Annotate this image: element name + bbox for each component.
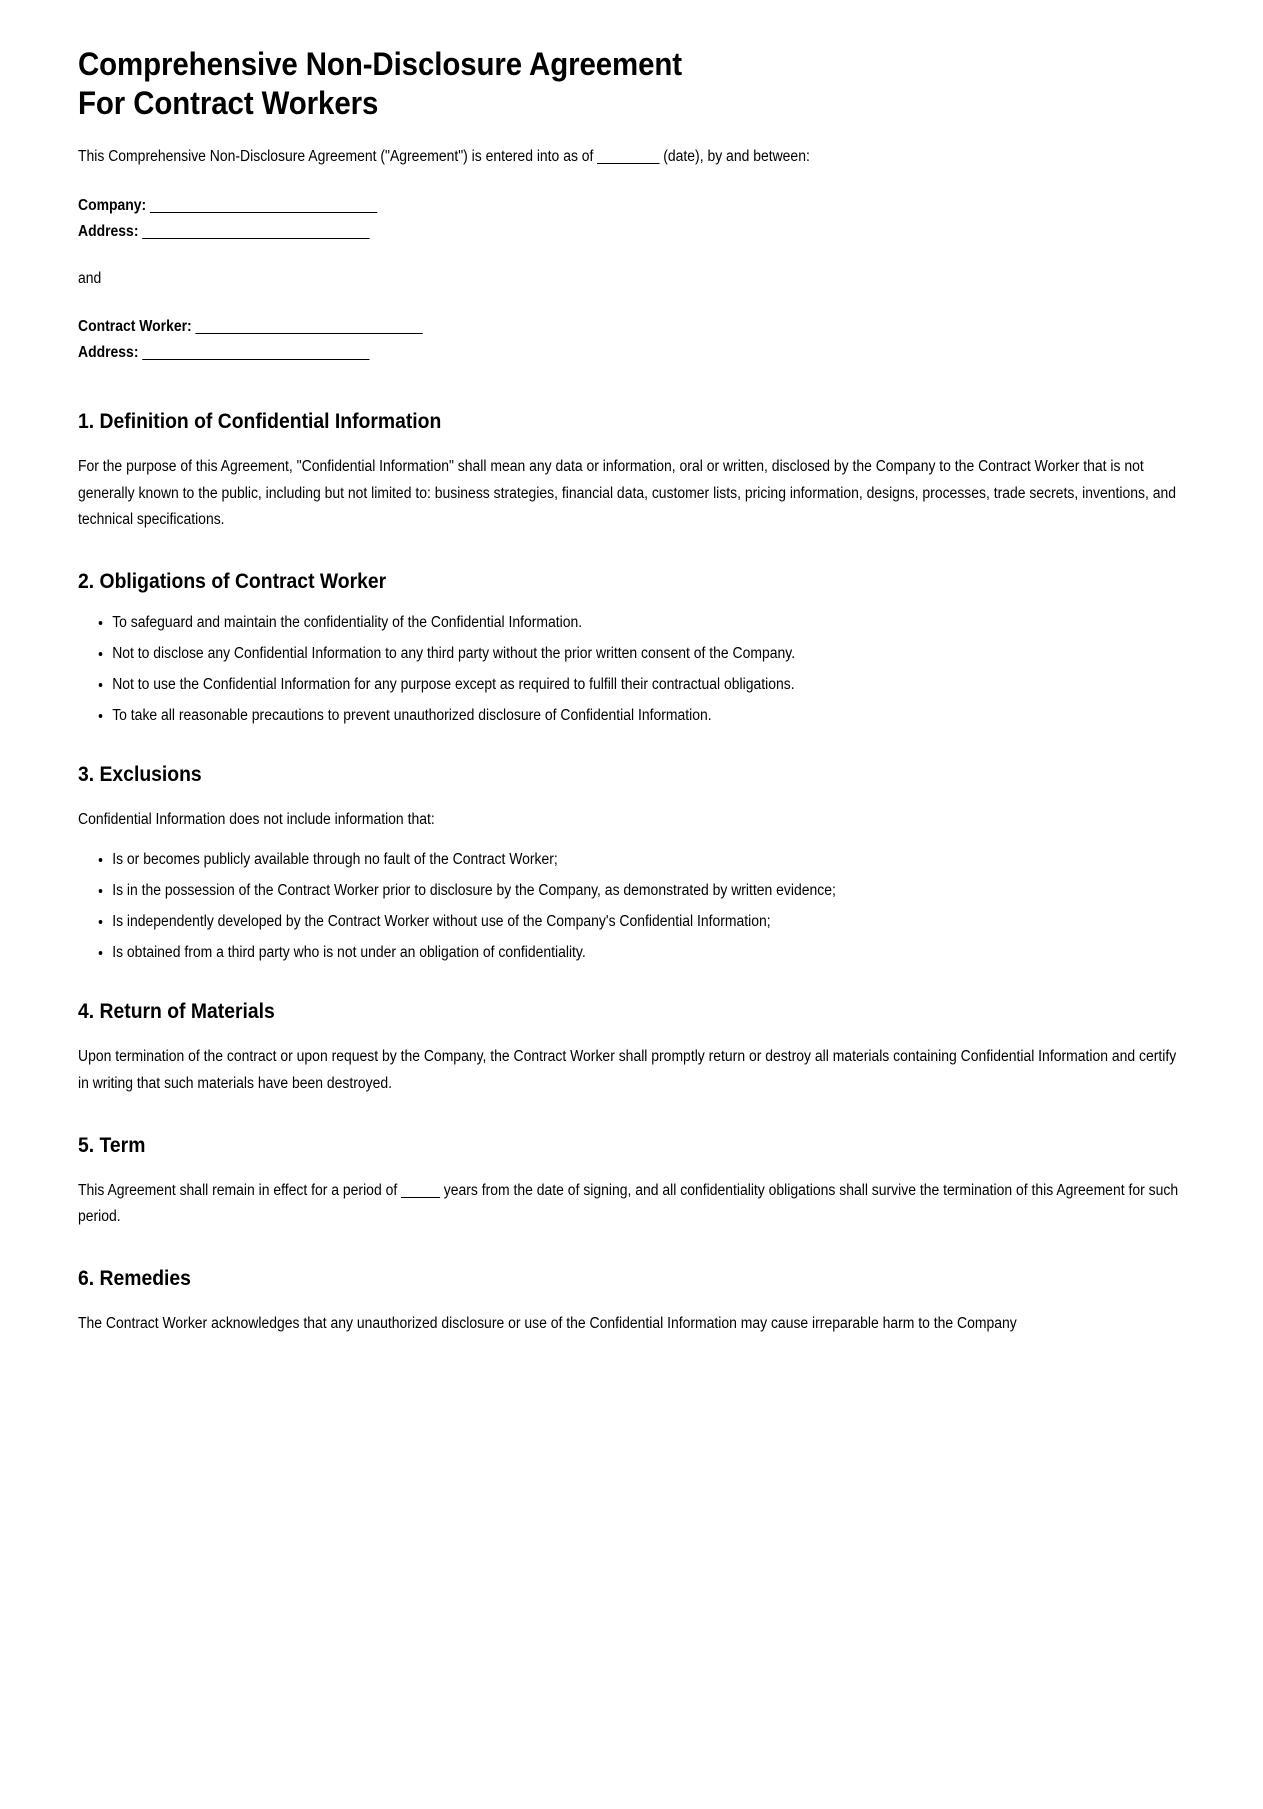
list-item: • Is obtained from a third party who is not under an obligation of confidentiality.: [112, 942, 1219, 964]
list-item: • Not to disclose any Confidential Information to any third party without the prior written consent of the Company.: [112, 643, 1219, 665]
company-blank[interactable]: _______________________________: [150, 197, 377, 215]
section-definition: [78, 408, 1186, 534]
page-title-line-1: Comprehensive Non-Disclosure Agreement: [78, 46, 682, 82]
section-return-of-materials: [78, 998, 1186, 1097]
company-address-label: Address:: [78, 223, 139, 241]
company-field-row: [78, 193, 1185, 219]
worker-address-blank[interactable]: _______________________________: [142, 343, 369, 361]
company-label: Company:: [78, 197, 147, 215]
section-4-heading: 4. Return of Materials: [78, 999, 275, 1024]
section-2-heading: 2. Obligations of Contract Worker: [78, 568, 387, 593]
worker-party-block: [78, 314, 1185, 366]
section-4-paragraph: Upon termination of the contract or upon request by the Company, the Contract Worker shall promptly return or destroy all materials containing Confidential Information and certify in writing that such materials have been destroyed.: [78, 1048, 1177, 1093]
section-3-lead-paragraph: Confidential Information does not include information that:: [78, 810, 435, 828]
section-remedies: [78, 1265, 1186, 1338]
page-title: [78, 45, 1179, 123]
parties-conjunction: and: [78, 270, 102, 288]
contract-worker-field-row: [78, 314, 1185, 340]
page-title-line-2: For Contract Workers: [78, 85, 379, 122]
list-item: • Is in the possession of the Contract Worker prior to disclosure by the Company, as demonstrated by written evidence;: [112, 880, 1219, 902]
section-term: [78, 1132, 1186, 1231]
list-item: • Is or becomes publicly available through no fault of the Contract Worker;: [112, 849, 1219, 871]
section-3-bullet-list: [78, 849, 1219, 964]
contract-worker-blank[interactable]: _______________________________: [195, 317, 423, 335]
list-item: • Not to use the Confidential Information for any purpose except as required to fulfill their contractual obligations.: [112, 674, 1219, 696]
contract-worker-label: Contract Worker:: [78, 317, 192, 335]
worker-address-field-row: [78, 340, 1185, 366]
section-6-heading: 6. Remedies: [78, 1265, 191, 1290]
section-1-heading: 1. Definition of Confidential Information: [78, 409, 442, 433]
section-exclusions: [78, 761, 1186, 965]
section-obligations: [78, 568, 1186, 727]
section-3-heading: 3. Exclusions: [78, 761, 202, 786]
company-address-field-row: [78, 219, 1185, 245]
section-5-paragraph: This Agreement shall remain in effect for a period of _____ years from the date of signing, and all confidentiality obligations shall survive the termination of this Agreement for such period.: [78, 1181, 1179, 1226]
list-item: • Is independently developed by the Contract Worker without use of the Company's Confidential Information;: [112, 911, 1219, 933]
section-5-heading: 5. Term: [78, 1132, 146, 1157]
list-item: • To safeguard and maintain the confidentiality of the Confidential Information.: [112, 612, 1219, 634]
company-address-blank[interactable]: _______________________________: [142, 223, 369, 241]
worker-address-label: Address:: [78, 343, 139, 361]
document-content: [78, 45, 1186, 1338]
section-2-bullet-list: [78, 612, 1219, 727]
company-party-block: [78, 193, 1185, 245]
intro-paragraph: This Comprehensive Non-Disclosure Agreement ("Agreement") is entered into as of ________ (date), by and between:: [78, 148, 810, 166]
section-6-paragraph: The Contract Worker acknowledges that any unauthorized disclosure or use of the Confidential Information may cause irreparable harm to the Company: [78, 1314, 1017, 1332]
list-item: • To take all reasonable precautions to prevent unauthorized disclosure of Confidential Information.: [112, 705, 1219, 727]
section-1-paragraph: For the purpose of this Agreement, "Confidential Information" shall mean any data or information, oral or written, disclosed by the Company to the Contract Worker that is not generally known to the public, including but not limited to: business strategies, financial data, customer lists, pricing information, designs, processes, trade secrets, inventions, and technical specifications.: [78, 457, 1176, 529]
